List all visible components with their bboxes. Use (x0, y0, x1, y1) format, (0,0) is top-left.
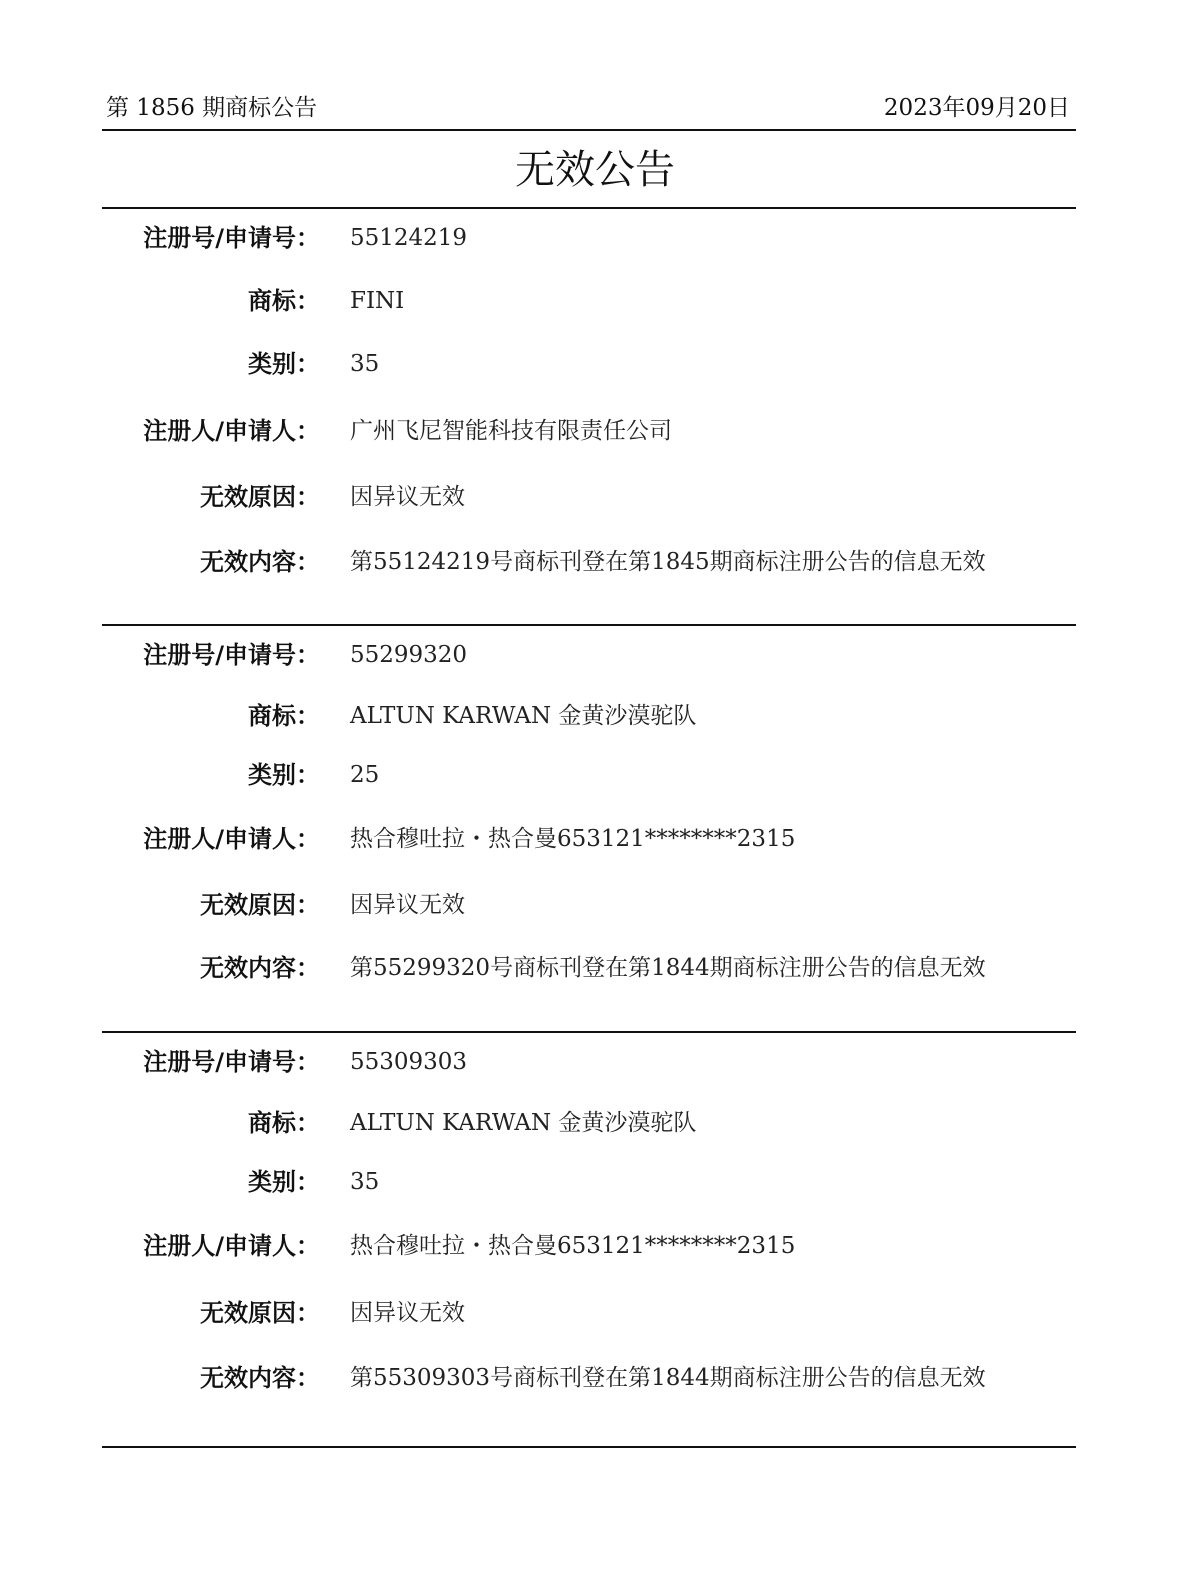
reg-no-label: 注册号/申请号： (143, 641, 320, 669)
footer-divider (102, 1446, 1076, 1448)
owner-label: 注册人/申请人： (143, 417, 320, 445)
entry-divider (102, 624, 1076, 626)
reason-label: 无效原因： (200, 483, 320, 511)
reg-no-value: 55309303 (350, 1049, 468, 1075)
content-value: 第55299320号商标刊登在第1844期商标注册公告的信息无效 (350, 955, 986, 981)
owner-row (0, 415, 1190, 447)
class-value: 25 (350, 762, 380, 788)
content-row (0, 1362, 1190, 1394)
content-value: 第55124219号商标刊登在第1845期商标注册公告的信息无效 (350, 549, 986, 575)
content-row (0, 952, 1190, 984)
class-value: 35 (350, 351, 380, 377)
reason-value: 因异议无效 (350, 484, 465, 510)
owner-value: 热合穆吐拉・热合曼653121********2315 (350, 1233, 796, 1259)
content-label: 无效内容： (200, 1364, 320, 1392)
reason-row (0, 481, 1190, 513)
class-row (0, 1166, 1190, 1198)
entry-divider (102, 1031, 1076, 1033)
mark-row (0, 285, 1190, 317)
owner-label: 注册人/申请人： (143, 825, 320, 853)
reg-no-row (0, 222, 1190, 254)
reason-row (0, 1297, 1190, 1329)
mark-label: 商标： (248, 702, 320, 730)
reason-label: 无效原因： (200, 891, 320, 919)
reg-no-value: 55299320 (350, 642, 468, 668)
reg-no-label: 注册号/申请号： (143, 224, 320, 252)
reg-no-label: 注册号/申请号： (143, 1048, 320, 1076)
content-label: 无效内容： (200, 548, 320, 576)
owner-row (0, 823, 1190, 855)
title-divider (102, 207, 1076, 209)
owner-label: 注册人/申请人： (143, 1232, 320, 1260)
mark-value: FINI (350, 288, 405, 314)
mark-value: ALTUN KARWAN 金黄沙漠驼队 (350, 1110, 697, 1136)
page-title: 无效公告 (515, 147, 675, 193)
reg-no-value: 55124219 (350, 225, 468, 251)
content-label: 无效内容： (200, 954, 320, 982)
publication-date: 2023年09月20日 (883, 95, 1070, 121)
content-row (0, 546, 1190, 578)
mark-row (0, 1107, 1190, 1139)
mark-label: 商标： (248, 287, 320, 315)
owner-value: 广州飞尼智能科技有限责任公司 (350, 418, 672, 444)
reason-label: 无效原因： (200, 1299, 320, 1327)
content-value: 第55309303号商标刊登在第1844期商标注册公告的信息无效 (350, 1365, 986, 1391)
header-divider (102, 129, 1076, 131)
mark-value: ALTUN KARWAN 金黄沙漠驼队 (350, 703, 697, 729)
issue-number: 第 1856 期商标公告 (106, 95, 318, 121)
class-row (0, 759, 1190, 791)
class-label: 类别： (248, 350, 320, 378)
class-value: 35 (350, 1169, 380, 1195)
reg-no-row (0, 1046, 1190, 1078)
class-row (0, 348, 1190, 380)
mark-label: 商标： (248, 1109, 320, 1137)
reg-no-row (0, 639, 1190, 671)
reason-value: 因异议无效 (350, 892, 465, 918)
reason-value: 因异议无效 (350, 1300, 465, 1326)
class-label: 类别： (248, 761, 320, 789)
mark-row (0, 700, 1190, 732)
owner-row (0, 1230, 1190, 1262)
class-label: 类别： (248, 1168, 320, 1196)
owner-value: 热合穆吐拉・热合曼653121********2315 (350, 826, 796, 852)
reason-row (0, 889, 1190, 921)
